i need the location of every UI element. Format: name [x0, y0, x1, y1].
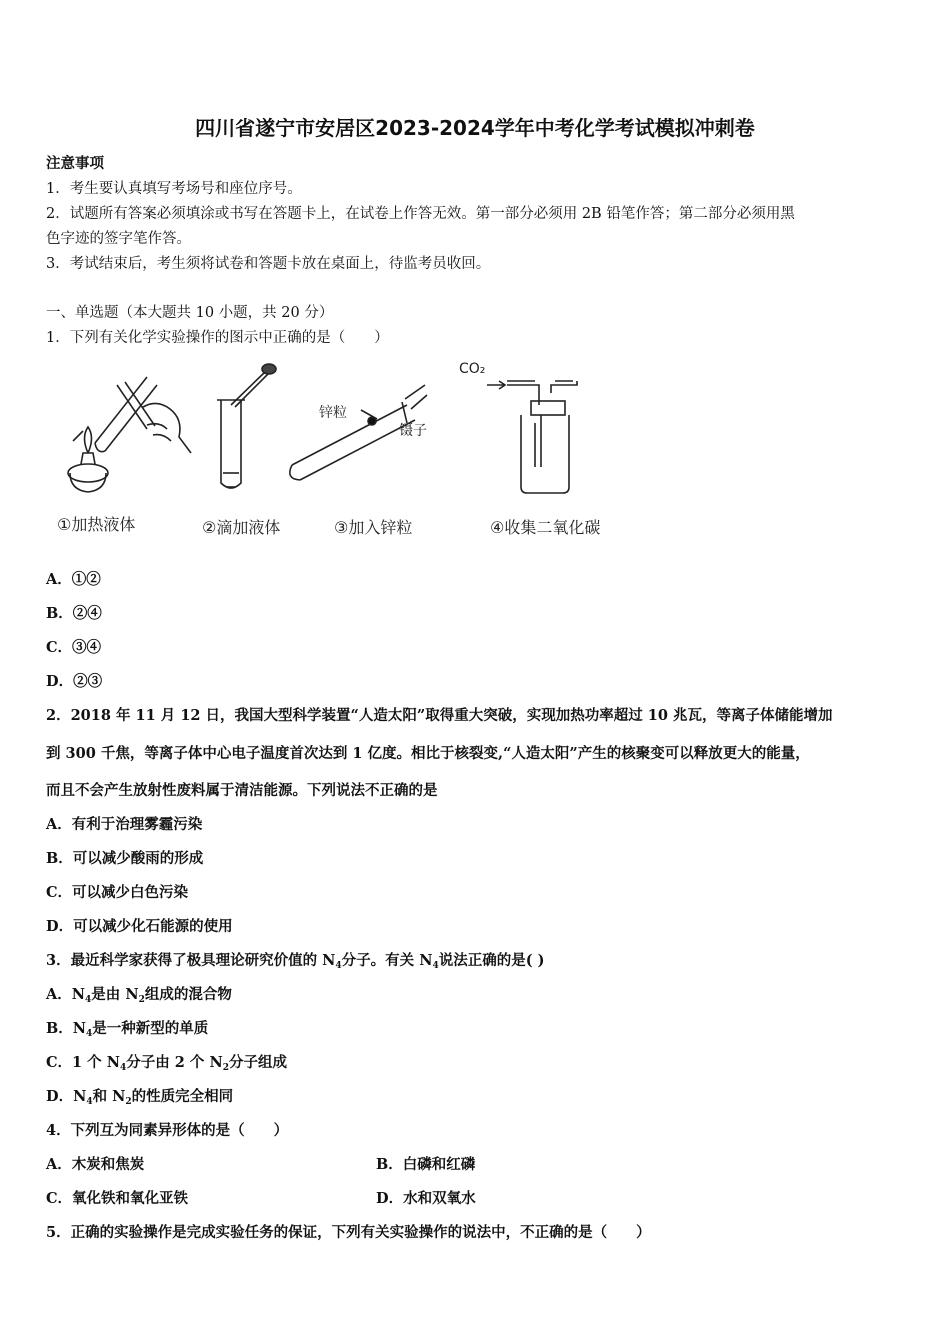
figure-caption: ②滴加液体 — [202, 518, 281, 537]
q4-option: D．水和双氧水 — [376, 1190, 476, 1207]
q3-option-d: D．$N_4$和 $N_2$的性质完全相同 — [46, 1088, 234, 1107]
section-heading: 一、单选题（本大题共 10 小题，共 20 分） — [46, 305, 334, 321]
q1-option: A．①② — [46, 571, 101, 588]
page-title: 四川省遂宁市安居区2023-2024学年中考化学考试模拟冲刺卷 — [195, 116, 755, 140]
q2-stem-line: 到 300 千焦，等离子体中心电子温度首次达到 1 亿度。相比于核裂变,“人造太阳”产生的核聚变可以释放更大的能量， — [46, 745, 810, 762]
notice-heading: 注意事项 — [46, 155, 104, 172]
q2-stem-line: 2．2018 年 11 月 12 日，我国大型科学装置“人造太阳”取得重大突破，实现加热功率超过 10 兆瓦，等离子体储能增加 — [46, 707, 833, 724]
q3-option-b: B．$N_4$是一种新型的单质 — [46, 1020, 209, 1039]
q4-option: A．木炭和焦炭 — [46, 1156, 145, 1173]
hand-icon — [143, 403, 191, 453]
gas-bottle-icon — [487, 381, 577, 493]
co2-label: CO₂ — [459, 361, 486, 377]
tweezers-label: 镊子 — [399, 423, 427, 439]
notice-item: 3．考试结束后，考生须将试卷和答题卡放在桌面上，待监考员收回。 — [46, 256, 491, 272]
q4-stem: 4．下列互为同素异形体的是（ ） — [46, 1122, 289, 1139]
q3-option-a: A．$N_4$是由 $N_2$组成的混合物 — [46, 986, 232, 1005]
q1-option: C．③④ — [46, 639, 102, 656]
q4-option: B．白磷和红磷 — [376, 1156, 476, 1173]
q2-option: B．可以减少酸雨的形成 — [46, 850, 204, 867]
q1-figure — [55, 355, 635, 550]
q5-stem: 5．正确的实验操作是完成实验任务的保证，下列有关实验操作的说法中，不正确的是（ ） — [46, 1224, 651, 1241]
figure-caption: ④收集二氧化碳 — [490, 518, 601, 537]
q2-option: A．有利于治理雾霾污染 — [46, 816, 203, 833]
test-tube-icon — [95, 377, 157, 452]
notice-item: 2．试题所有答案必须填涂或书写在答题卡上，在试卷上作答无效。第一部分必须用 2B 铅笔作答；第二部分必须用黑 — [46, 206, 795, 222]
q3-stem: 3．最近科学家获得了极具理论研究价值的 $N_4$分子。有关 $N_4$说法正确的是( ) — [46, 952, 545, 971]
q1-option: B．②④ — [46, 605, 102, 622]
notice-item: 色字迹的签字笔作答。 — [46, 231, 191, 247]
q2-option: C．可以减少白色污染 — [46, 884, 189, 901]
q2-stem-line: 而且不会产生放射性废料属于清洁能源。下列说法不正确的是 — [46, 782, 438, 799]
figure-caption: ①加热液体 — [57, 515, 136, 534]
q4-option: C．氧化铁和氧化亚铁 — [46, 1190, 189, 1207]
q1-option: D．②③ — [46, 673, 103, 690]
q2-option: D．可以减少化石能源的使用 — [46, 918, 233, 935]
dropper-icon — [217, 364, 276, 488]
figure-caption: ③加入锌粒 — [334, 518, 413, 537]
notice-item: 1．考生要认真填写考场号和座位序号。 — [46, 181, 302, 197]
q1-stem: 1．下列有关化学实验操作的图示中正确的是（ ） — [46, 330, 389, 346]
q3-option-c: C．1 个 $N_4$分子由 2 个 $N_2$分子组成 — [46, 1054, 288, 1073]
alcohol-lamp-icon — [68, 427, 108, 492]
zinc-label: 锌粒 — [319, 405, 347, 421]
